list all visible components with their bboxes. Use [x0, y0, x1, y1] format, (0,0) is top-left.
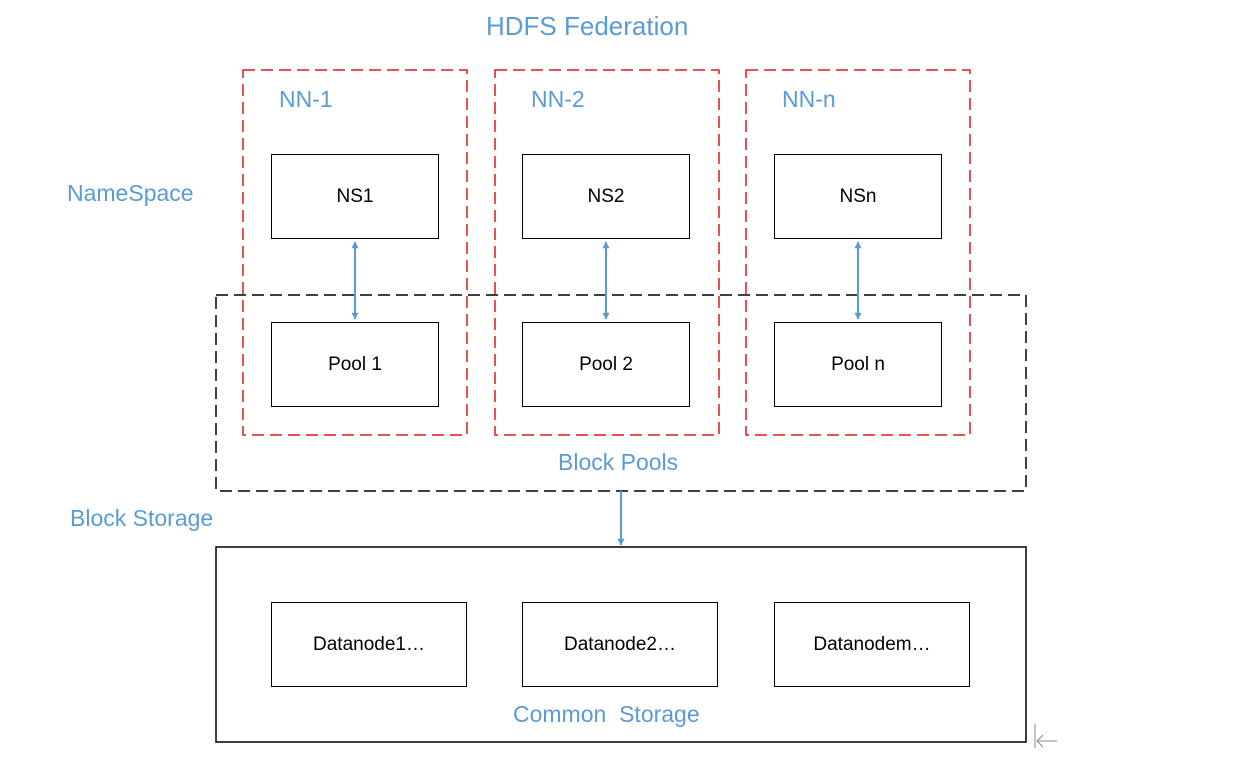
pool-box-2: Pool 2 — [522, 322, 690, 407]
datanode-box-2: Datanode2… — [522, 602, 718, 687]
pool-box-1: Pool 1 — [271, 322, 439, 407]
datanode-box-m: Datanodem… — [774, 602, 970, 687]
return-arrow-icon — [1035, 724, 1057, 748]
block-storage-layer-label: Block Storage — [70, 505, 214, 531]
common-storage-label: Common Storage — [513, 701, 700, 727]
namespace-box-n: NSn — [774, 154, 942, 239]
namenode-label-1: NN-1 — [279, 86, 333, 112]
block-pools-label: Block Pools — [558, 449, 679, 475]
datanode-box-1: Datanode1… — [271, 602, 467, 687]
namespace-box-1: NS1 — [271, 154, 439, 239]
namenode-label-2: NN-2 — [531, 86, 585, 112]
namenode-label-n: NN-n — [782, 86, 836, 112]
namespace-box-2: NS2 — [522, 154, 690, 239]
diagram-title: HDFS Federation — [486, 11, 689, 41]
pool-box-n: Pool n — [774, 322, 942, 407]
namespace-layer-label: NameSpace — [67, 180, 194, 206]
